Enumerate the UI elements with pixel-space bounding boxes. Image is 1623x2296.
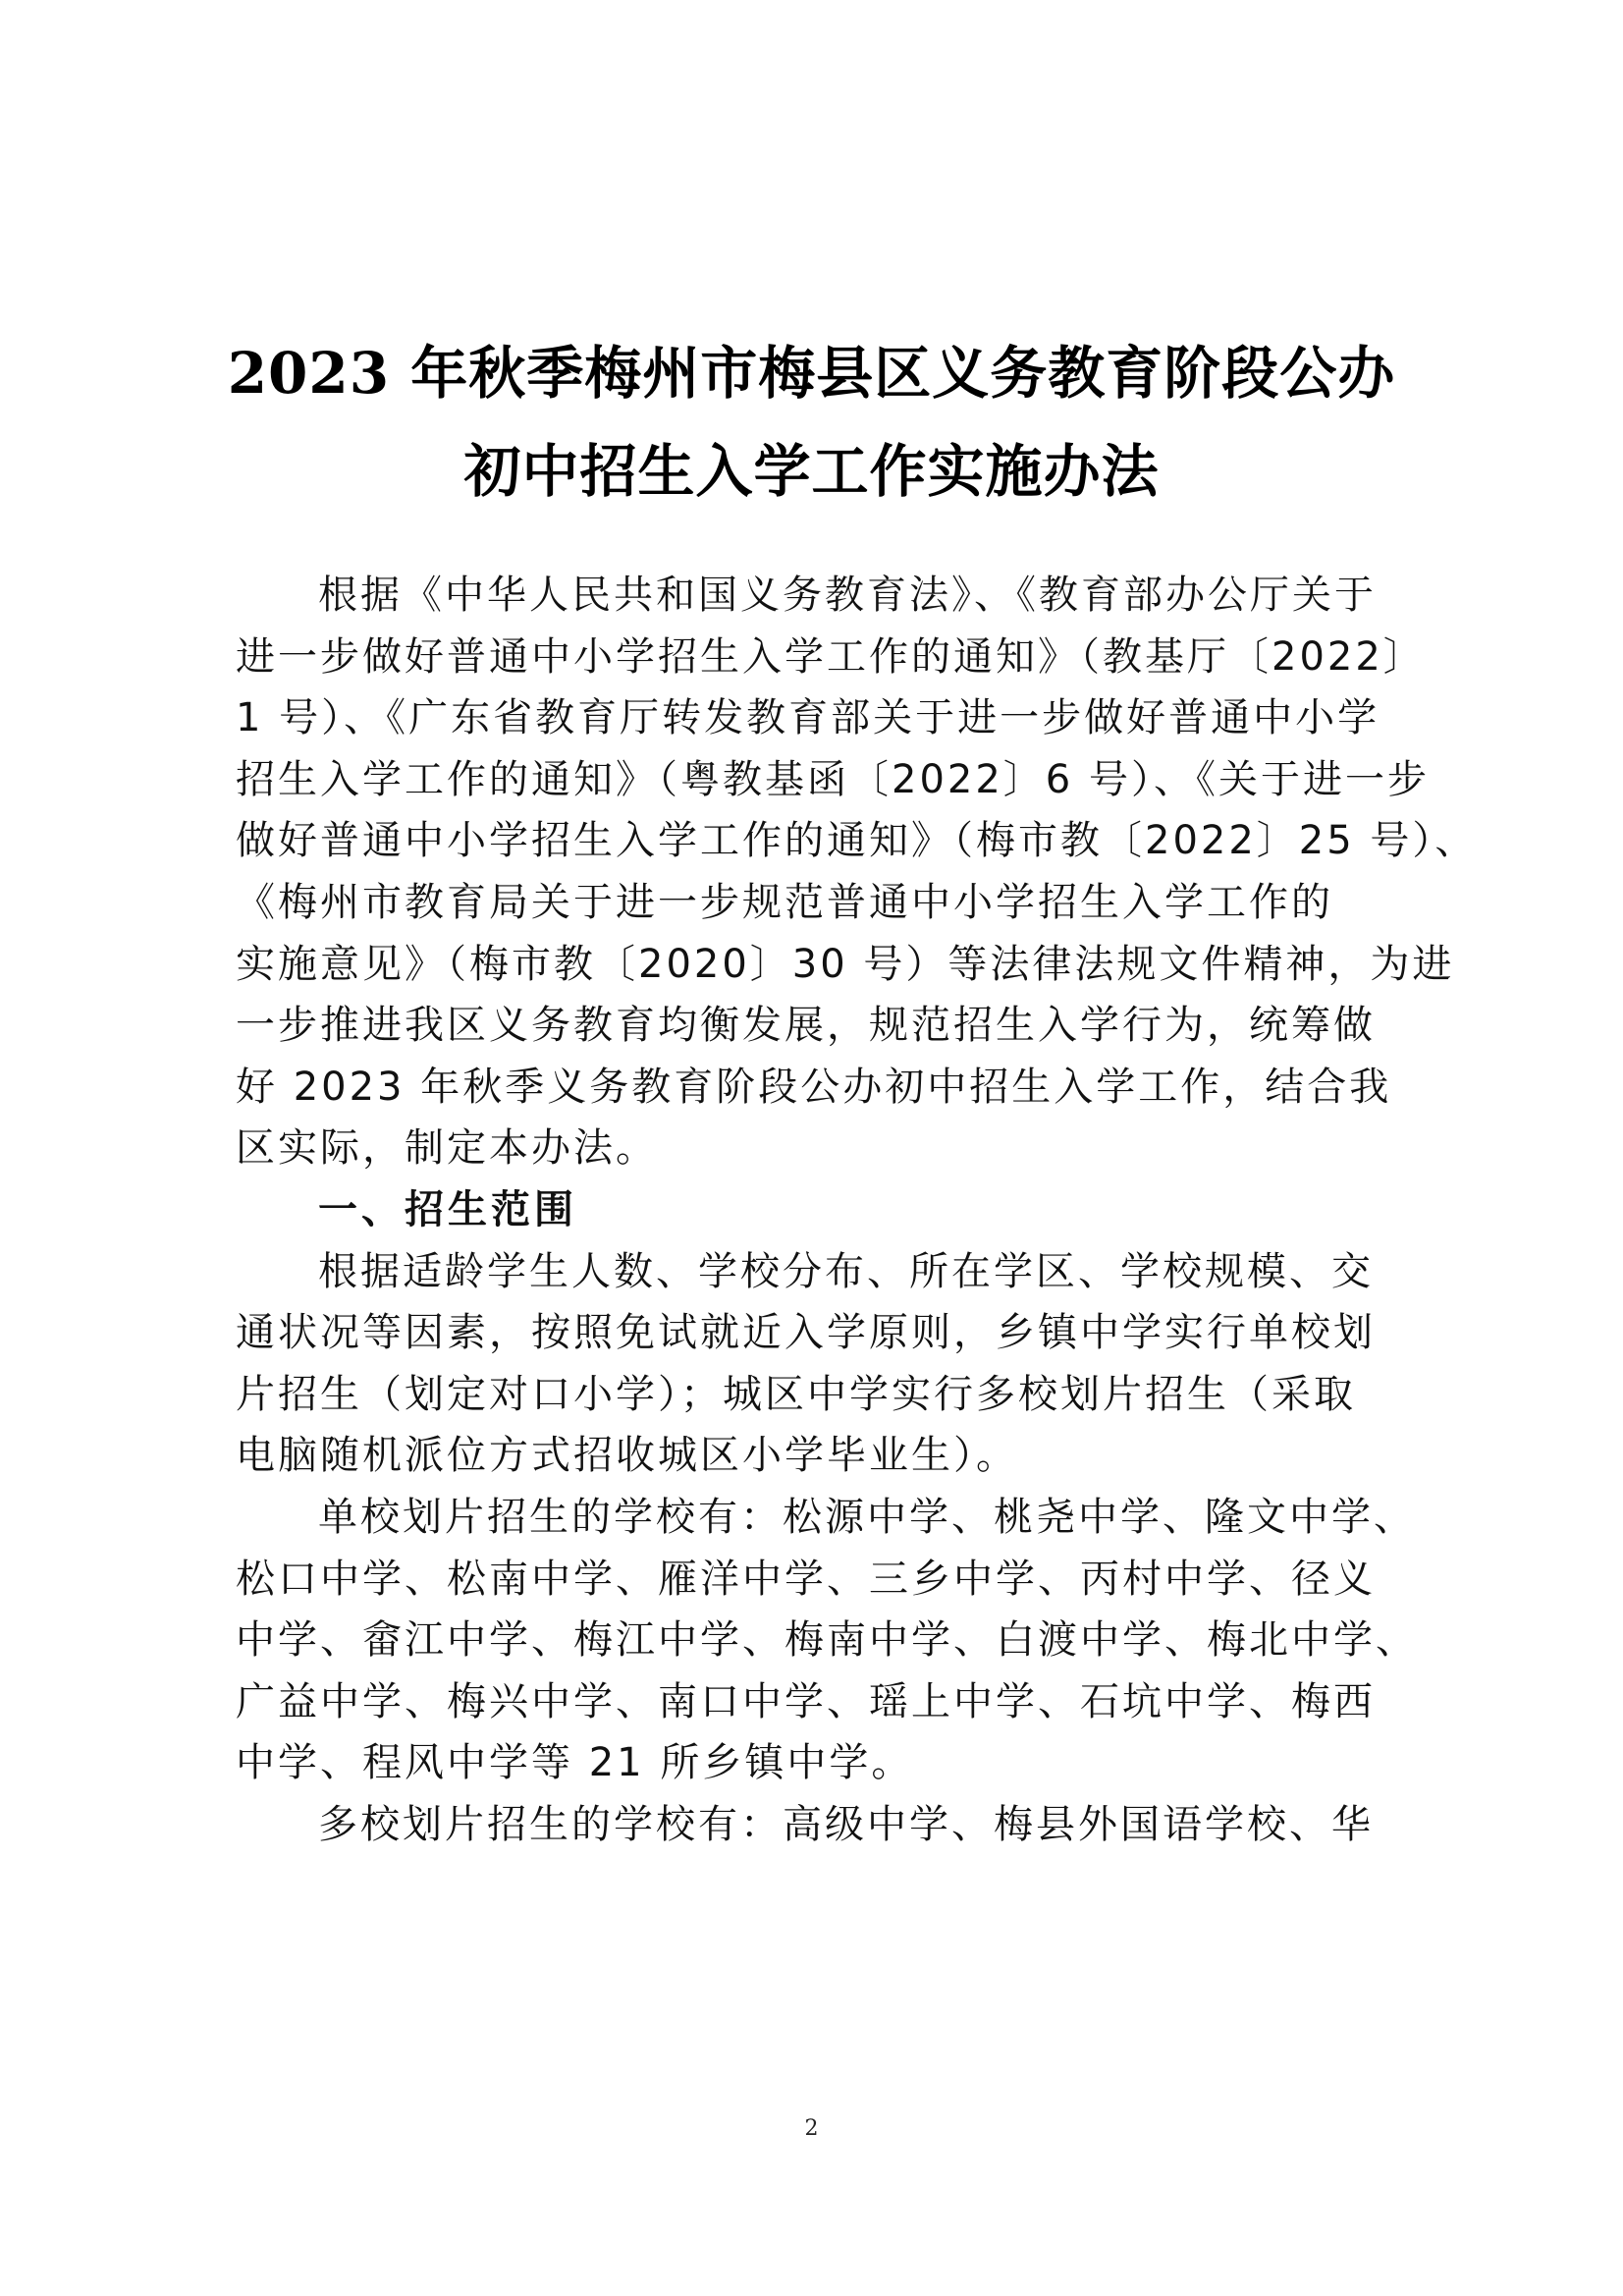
document-title: [177, 324, 1446, 520]
paragraph-line: 实施意见》（梅市教〔2020〕30 号）等法律法规文件精神，为进: [236, 941, 1455, 987]
paragraph-line: 广益中学、梅兴中学、南口中学、瑶上中学、石坑中学、梅西: [236, 1678, 1376, 1724]
document-body: [236, 565, 1478, 1855]
paragraph-line: 中学、程风中学等 21 所乡镇中学。: [236, 1740, 914, 1786]
paragraph-line: 1 号）、《广东省教育厅转发教育部关于进一步做好普通中小学: [236, 695, 1380, 741]
paragraph-line: 做好普通中小学招生入学工作的通知》（梅市教〔2022〕25 号）、: [236, 818, 1478, 864]
section-heading: 一、招生范围: [318, 1186, 577, 1232]
paragraph-line: 《梅州市教育局关于进一步规范普通中小学招生入学工作的: [236, 879, 1333, 925]
paragraph-line: 电脑随机派位方式招收城区小学毕业生）。: [236, 1433, 1018, 1479]
title-line-1: 2023 年秋季梅州市梅县区义务教育阶段公办: [227, 340, 1396, 407]
paragraph-line: 片招生（划定对口小学）；城区中学实行多校划片招生（采取: [236, 1371, 1356, 1417]
paragraph-line: 好 2023 年秋季义务教育阶段公办初中招生入学工作，结合我: [236, 1064, 1392, 1110]
paragraph-line: 通状况等因素，按照免试就近入学原则，乡镇中学实行单校划: [236, 1310, 1376, 1356]
paragraph-line: 松口中学、松南中学、雁洋中学、三乡中学、丙村中学、径义: [236, 1556, 1376, 1602]
paragraph-line: 区实际，制定本办法。: [236, 1125, 658, 1172]
paragraph-line: 中学、畲江中学、梅江中学、梅南中学、白渡中学、梅北中学、: [236, 1617, 1418, 1664]
paragraph-line: 一步推进我区义务教育均衡发展，规范招生入学行为，统筹做: [236, 1003, 1376, 1049]
paragraph-line: 进一步做好普通中小学招生入学工作的通知》（教基厅〔2022〕: [236, 633, 1426, 680]
paragraph-line: 单校划片招生的学校有：松源中学、桃尧中学、隆文中学、: [318, 1494, 1416, 1540]
page-number: 2: [804, 2116, 819, 2141]
paragraph-line: 根据《中华人民共和国义务教育法》、《教育部办公厅关于: [318, 573, 1377, 618]
paragraph-line: 根据适龄学生人数、学校分布、所在学区、学校规模、交: [318, 1248, 1374, 1294]
title-line-2: 初中招生入学工作实施办法: [463, 438, 1160, 505]
paragraph-line: 招生入学工作的通知》（粤教基函〔2022〕6 号）、《关于进一步: [236, 756, 1430, 802]
paragraph-line: 多校划片招生的学校有：高级中学、梅县外国语学校、华: [318, 1801, 1374, 1847]
